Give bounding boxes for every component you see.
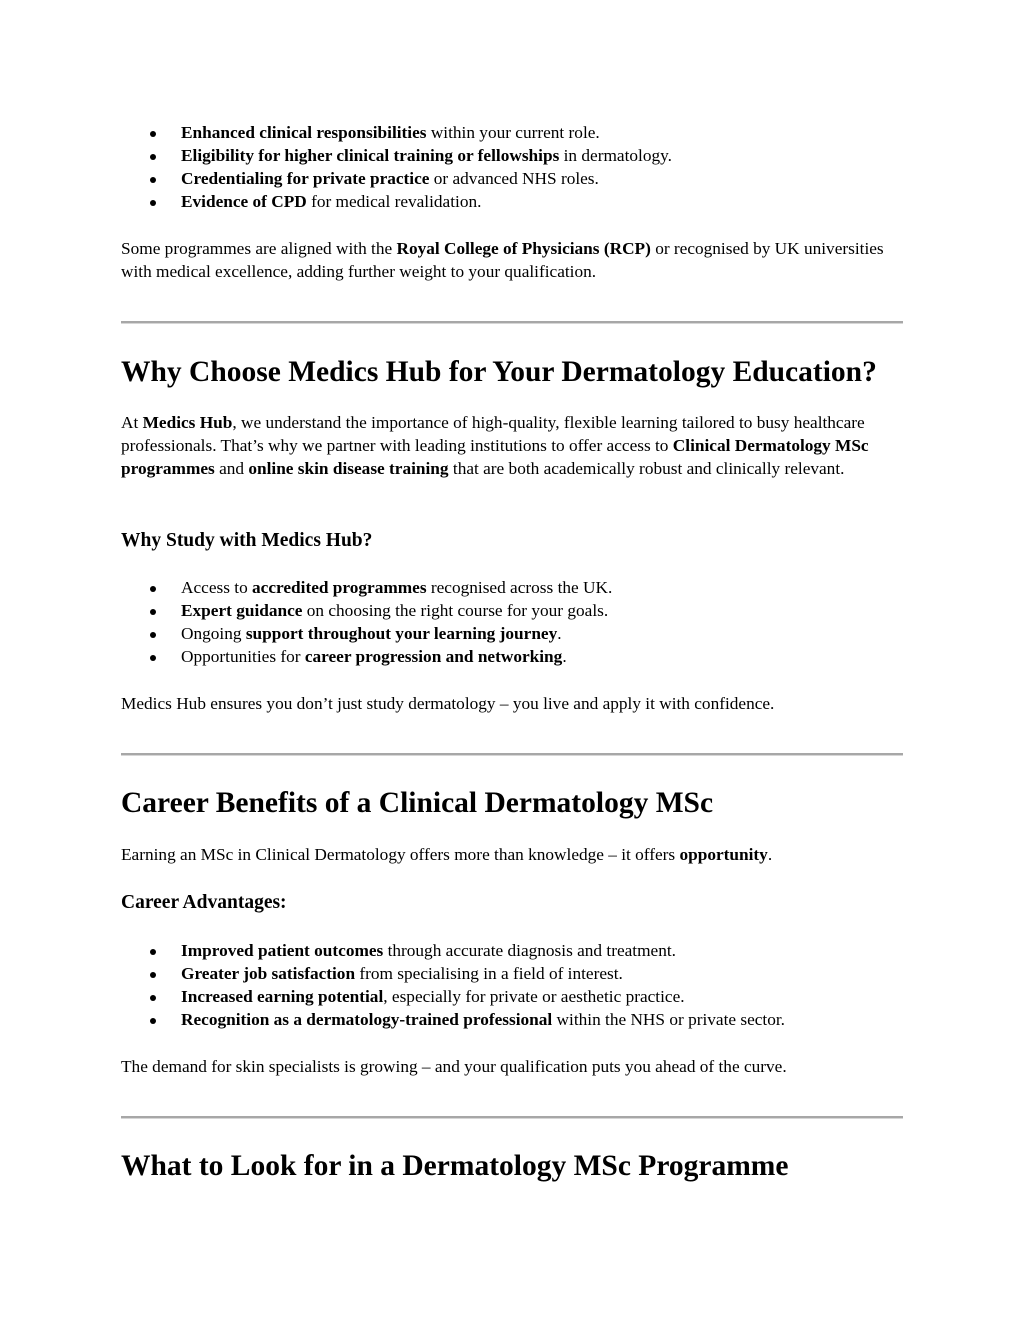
list-item <box>121 144 672 167</box>
rcp-paragraph: Some programmes are aligned with the Royal College of Physicians (RCP) or recognised by UK universities with medical excellence, adding further weight to your qualification. <box>121 239 884 281</box>
bullet-icon <box>150 972 156 978</box>
why-closing-paragraph: Medics Hub ensures you don’t just study dermatology – you live and apply it with confidence. <box>121 694 775 713</box>
career-advantages-list <box>121 939 785 1031</box>
list-item <box>121 190 672 213</box>
list-item-bold: Credentialing for private practice <box>181 169 430 188</box>
bullet-icon <box>150 655 156 661</box>
list-item-bold: Evidence of CPD <box>181 192 307 211</box>
list-item: Increased earning potential, especially for private or aesthetic practice. <box>121 985 785 1008</box>
bullet-icon <box>150 131 156 137</box>
bullet-icon <box>150 586 156 592</box>
subheading-why-study: Why Study with Medics Hub? <box>121 530 373 551</box>
career-closing-paragraph: The demand for skin specialists is growing – and your qualification puts you ahead of the curve. <box>121 1057 787 1076</box>
section-heading-what-to-look-for: What to Look for in a Dermatology MSc Programme <box>121 1150 789 1182</box>
bullet-icon <box>150 995 156 1001</box>
bullet-icon <box>150 609 156 615</box>
list-item: Access to accredited programmes recognised across the UK. <box>121 576 612 599</box>
list-item-text: or advanced NHS roles. <box>429 169 599 188</box>
list-item <box>121 167 672 190</box>
section-heading-career-benefits: Career Benefits of a Clinical Dermatology MSc <box>121 787 714 819</box>
bullet-icon <box>150 1018 156 1024</box>
list-item: Expert guidance on choosing the right course for your goals. <box>121 599 612 622</box>
list-item-text: for medical revalidation. <box>306 192 482 211</box>
career-intro-paragraph: Earning an MSc in Clinical Dermatology offers more than knowledge – it offers opportunity. <box>121 845 773 864</box>
benefits-list <box>121 121 672 213</box>
section-divider <box>121 321 903 324</box>
bullet-icon <box>150 949 156 955</box>
bullet-icon <box>150 154 156 160</box>
bullet-icon <box>150 632 156 638</box>
bullet-icon <box>150 200 156 206</box>
why-study-list <box>121 576 612 668</box>
list-item-text: in dermatology. <box>559 146 672 165</box>
section-divider <box>121 1116 903 1119</box>
why-intro-paragraph: At Medics Hub, we understand the importance of high-quality, flexible learning tailored to busy healthcare professionals. That’s why we partner with leading institutions to offer access to Clinical Dermatology MSc programmes and online skin disease training that are both academically robust and clinically relevant. <box>121 413 869 478</box>
subheading-career-advantages: Career Advantages: <box>121 892 287 913</box>
list-item: Recognition as a dermatology-trained professional within the NHS or private sector. <box>121 1008 785 1031</box>
list-item-bold: Eligibility for higher clinical training or fellowships <box>181 146 560 165</box>
section-heading-why-choose: Why Choose Medics Hub for Your Dermatology Education? <box>121 356 877 388</box>
section-divider <box>121 753 903 756</box>
list-item: Opportunities for career progression and networking. <box>121 645 612 668</box>
list-item-text: within your current role. <box>426 123 600 142</box>
list-item <box>121 121 672 144</box>
list-item: Improved patient outcomes through accurate diagnosis and treatment. <box>121 939 785 962</box>
rcp-bold: Royal College of Physicians (RCP) <box>396 239 651 258</box>
bullet-icon <box>150 177 156 183</box>
list-item: Ongoing support throughout your learning journey. <box>121 622 612 645</box>
list-item: Greater job satisfaction from specialising in a field of interest. <box>121 962 785 985</box>
list-item-bold: Enhanced clinical responsibilities <box>181 123 427 142</box>
